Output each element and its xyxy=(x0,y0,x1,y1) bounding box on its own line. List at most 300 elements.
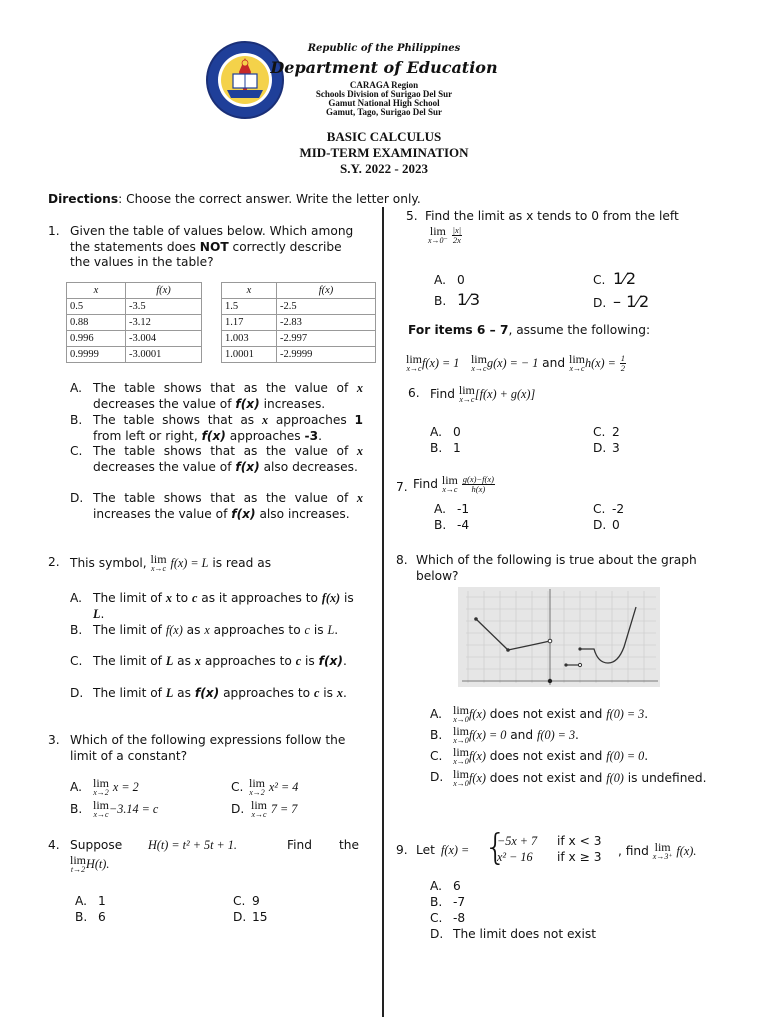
q5-fraction xyxy=(452,226,462,245)
q5-stem: Find the limit as x tends to 0 from the left xyxy=(425,209,679,223)
txt: . xyxy=(644,749,649,763)
q5-option-b-label: B. xyxy=(434,294,447,308)
q9-option-a-label: A. xyxy=(430,879,442,893)
q9-option-b-label: B. xyxy=(430,895,443,909)
table-cell: 1.17 xyxy=(222,315,277,331)
q6-option-d[interactable]: 3 xyxy=(612,441,620,455)
lim-symbol xyxy=(459,385,475,404)
lim-sub: x→0 xyxy=(453,779,469,788)
q1-stem-b: correctly describe the values in the table? xyxy=(70,239,342,270)
q7-option-b[interactable]: -4 xyxy=(457,518,470,532)
lim-symbol xyxy=(453,726,469,745)
q4-number: 4. xyxy=(48,838,60,852)
graph-point xyxy=(564,663,567,666)
txt: The table shows that as the value of xyxy=(93,491,357,505)
q3-option-a-label: A. xyxy=(70,780,82,794)
lim-symbol xyxy=(93,800,109,819)
q7-fraction xyxy=(462,475,495,494)
q1-option-c-label: C. xyxy=(70,444,83,458)
txt: The limit of xyxy=(93,654,166,668)
lim-symbol xyxy=(442,475,458,494)
txt: approaches xyxy=(268,413,355,427)
table-row xyxy=(222,347,376,363)
frac-den: h(x) xyxy=(471,484,486,494)
table-cell: 0.5 xyxy=(67,299,126,315)
lim-sub: x→2 xyxy=(249,788,265,797)
lim-sub: x→c xyxy=(406,364,422,373)
table-row xyxy=(67,347,202,363)
lim-word: lim xyxy=(458,383,475,397)
q6-option-d-label: D. xyxy=(593,441,607,455)
lim-word: lim xyxy=(453,724,470,738)
table-cell: -2.997 xyxy=(277,331,376,347)
lim-word: lim xyxy=(93,798,110,812)
q3-option-c-label: C. xyxy=(231,780,244,794)
m: x xyxy=(165,591,172,605)
q3-option-d[interactable] xyxy=(251,800,297,819)
txt: decreases the value of xyxy=(93,396,236,411)
lim-word: lim xyxy=(93,776,110,790)
q4-option-a-label: A. xyxy=(75,894,87,908)
q2-stem xyxy=(70,554,271,573)
math-fx: f(x) xyxy=(235,396,260,411)
q5-option-c-label: C. xyxy=(593,273,606,287)
txt: The limit of xyxy=(93,623,166,637)
exam-title: MID-TERM EXAMINATION xyxy=(299,145,469,160)
m: f(x) xyxy=(318,654,343,668)
m: c xyxy=(295,654,302,668)
lim-word: lim xyxy=(654,840,671,854)
q9-option-b[interactable]: -7 xyxy=(453,895,466,909)
m: x xyxy=(194,654,201,668)
txt: also decreases. xyxy=(259,459,358,474)
math-x: x xyxy=(356,491,363,505)
q3-option-a[interactable] xyxy=(93,778,139,797)
graph-origin-point xyxy=(548,679,552,683)
q7-option-d[interactable]: 0 xyxy=(612,518,620,532)
lim-word: lim xyxy=(453,745,470,759)
txt: The table shows that as the value of xyxy=(93,381,357,395)
q5-number: 5. xyxy=(406,209,418,223)
q9-cond2: if x ≥ 3 xyxy=(557,850,602,864)
txt: is undefined. xyxy=(623,771,707,785)
txt: approaches to xyxy=(200,654,296,668)
q4-option-b[interactable]: 6 xyxy=(98,910,106,924)
republic-line: Republic of the Philippines xyxy=(307,43,461,54)
table-row xyxy=(222,299,376,315)
items67-intro xyxy=(408,323,650,339)
table-cell: -2.83 xyxy=(277,315,376,331)
directions-text: : Choose the correct answer. Write the letter only. xyxy=(118,192,421,206)
table-cell: 0.9999 xyxy=(67,347,126,363)
table-cell: 1.003 xyxy=(222,331,277,347)
q2-option-b[interactable] xyxy=(93,623,363,639)
table-cell: 1.5 xyxy=(222,299,277,315)
graph-open-point xyxy=(578,663,581,666)
lim-symbol xyxy=(453,747,469,766)
q9-number: 9. xyxy=(396,843,408,857)
q6-option-c-label: C. xyxy=(593,425,606,439)
txt: decreases the value of xyxy=(93,459,236,474)
q8-option-a[interactable] xyxy=(453,705,648,724)
given-h: h(x) = xyxy=(585,356,616,370)
q4-stem-find: Find xyxy=(287,838,312,852)
txt: as xyxy=(182,623,205,637)
q5-option-d[interactable]: – 1⁄2 xyxy=(613,292,650,311)
txt: increases. xyxy=(259,396,326,411)
q6-number: 6. xyxy=(408,386,420,400)
q5-option-d-label: D. xyxy=(593,296,607,310)
m: f(0) = 0 xyxy=(606,749,645,763)
m: x xyxy=(204,623,210,637)
given-g: g(x) = − 1 xyxy=(486,356,539,370)
txt: Find xyxy=(413,477,438,491)
q7-option-b-label: B. xyxy=(434,518,447,532)
q1-values-table-right xyxy=(221,282,376,363)
q8-option-c-label: C. xyxy=(430,749,443,763)
m: L xyxy=(327,623,335,637)
q3-c-expr: x² = 4 xyxy=(268,780,299,794)
frac-num: g(x)−f(x) xyxy=(462,474,494,484)
lim-word: lim xyxy=(406,352,423,366)
math-fx: f(x) xyxy=(201,428,226,443)
txt: The limit of xyxy=(93,591,166,605)
txt: Find xyxy=(430,387,455,401)
q9-cond1: if x < 3 xyxy=(557,834,602,848)
txt: approaches to xyxy=(219,686,314,700)
table-cell: -3.5 xyxy=(126,299,202,315)
m: f(x) xyxy=(469,771,486,785)
txt: The table shows that as the value of xyxy=(93,444,357,458)
math-x: x xyxy=(356,444,363,458)
items67-intro-rest: , assume the following: xyxy=(508,323,651,337)
txt: increases the value of xyxy=(93,506,232,521)
q2-option-d-label: D. xyxy=(70,686,84,700)
math-x: x xyxy=(356,381,363,395)
txt: . xyxy=(644,707,649,721)
lim-sub: x→c xyxy=(471,364,487,373)
q6-option-c[interactable]: 2 xyxy=(612,425,620,439)
txt: as xyxy=(173,654,195,668)
m: f(0) xyxy=(606,771,624,785)
lim-sub: x→0 xyxy=(453,736,469,745)
q6-option-b-label: B. xyxy=(430,441,443,455)
table-cell: -3.0001 xyxy=(126,347,202,363)
lim-symbol xyxy=(249,778,265,797)
q2-math: f(x) = L xyxy=(170,556,209,570)
lim-word: lim xyxy=(70,853,87,867)
lim-symbol xyxy=(428,226,448,245)
m: c xyxy=(191,591,198,605)
txt: The limit of xyxy=(93,686,166,700)
q3-option-c[interactable] xyxy=(249,778,298,797)
table-header-x: x xyxy=(222,283,277,299)
q1-option-a-label: A. xyxy=(70,381,82,395)
q4-stem-a: Suppose xyxy=(70,838,123,852)
lim-symbol xyxy=(569,354,585,373)
q3-option-b-label: B. xyxy=(70,802,83,816)
lim-word: lim xyxy=(453,703,470,717)
m: c xyxy=(304,623,310,637)
m: L xyxy=(93,606,101,621)
q2-option-d[interactable] xyxy=(93,686,363,702)
graph-open-point xyxy=(548,639,552,643)
txt: The table shows that as xyxy=(93,413,262,427)
q4-stem-the: the xyxy=(339,838,360,852)
q3-number: 3. xyxy=(48,733,60,747)
txt: as it approaches to xyxy=(197,591,322,605)
lim-sub: x→c xyxy=(569,364,585,373)
m: f(x) xyxy=(194,686,220,700)
txt: also increases. xyxy=(255,506,350,521)
m: f(x) xyxy=(165,623,183,637)
q4-option-a[interactable]: 1 xyxy=(98,894,106,908)
m: c xyxy=(313,686,320,700)
lim-word: lim xyxy=(470,352,487,366)
q3-a-expr: x = 2 xyxy=(112,780,139,794)
q1-values-table-left xyxy=(66,282,202,363)
table-header-fx: f(x) xyxy=(277,283,376,299)
q8-option-b-label: B. xyxy=(430,728,443,742)
q8-number: 8. xyxy=(396,553,408,567)
lim-sub: x→0 xyxy=(453,715,469,724)
division-line: Schools Division of Surigao Del Sur xyxy=(315,89,453,99)
q4-stem-limit xyxy=(70,855,109,874)
q9-brace: { xyxy=(484,827,507,868)
q9-option-c-label: C. xyxy=(430,911,443,925)
q1-stem-not: NOT xyxy=(199,239,229,254)
frac-den: 2x xyxy=(452,235,461,245)
q8-option-b[interactable] xyxy=(453,726,579,745)
txt: This symbol, xyxy=(70,556,151,570)
table-cell: -2.9999 xyxy=(277,347,376,363)
lim-sub: x→c xyxy=(251,810,267,819)
txt: approaches to xyxy=(209,623,305,637)
table-row xyxy=(222,315,376,331)
lim-sub: x→c xyxy=(442,485,458,494)
school-year: S.Y. 2022 - 2023 xyxy=(339,161,428,176)
q1-option-d-label: D. xyxy=(70,491,84,505)
q8-option-d[interactable] xyxy=(453,768,713,789)
q3-d-expr: 7 = 7 xyxy=(270,802,298,816)
lim-symbol xyxy=(653,842,673,861)
lim-word: lim xyxy=(453,767,470,781)
q9-case1: −5x + 7 xyxy=(497,834,538,848)
q6-option-a-label: A. xyxy=(430,425,442,439)
m: L xyxy=(165,686,174,700)
table-cell: 1.0001 xyxy=(222,347,277,363)
lim-word: lim xyxy=(249,776,266,790)
directions-label: Directions xyxy=(48,192,119,206)
lim-symbol xyxy=(453,769,469,788)
items67-givens xyxy=(406,354,626,373)
txt: approaches xyxy=(225,428,305,443)
frac-num: 1 xyxy=(620,353,626,363)
lim-sub: x→2 xyxy=(93,788,109,797)
q3-option-d-label: D. xyxy=(231,802,245,816)
math-neg3: -3 xyxy=(304,428,319,443)
q1-option-d[interactable] xyxy=(93,491,363,522)
table-row xyxy=(67,331,202,347)
q1-number: 1. xyxy=(48,224,60,238)
m: f(0) = 3 xyxy=(537,728,576,742)
q9-option-d-label: D. xyxy=(430,927,444,941)
table-cell: -3.12 xyxy=(126,315,202,331)
lim-sub: x→0 xyxy=(453,757,469,766)
math-fx: f(x) xyxy=(235,459,260,474)
q4-stem-math: H(t) = t² + 5t + 1. xyxy=(148,838,237,852)
q9-option-d[interactable]: The limit does not exist xyxy=(453,927,596,941)
q8-option-a-label: A. xyxy=(430,707,442,721)
q4-option-b-label: B. xyxy=(75,910,88,924)
txt: . xyxy=(342,686,347,700)
txt: is xyxy=(301,654,319,668)
lim-word: lim xyxy=(150,552,167,566)
lim-sub: t→2 xyxy=(70,865,86,874)
q6-option-a[interactable]: 0 xyxy=(453,425,461,439)
table-row xyxy=(67,315,202,331)
q6-option-b[interactable]: 1 xyxy=(453,441,461,455)
txt: from left or right, xyxy=(93,428,202,443)
m: f(x) = 0 xyxy=(469,728,507,742)
math-x: x xyxy=(261,413,269,427)
q3-stem: Which of the following expressions follow the limit of a constant? xyxy=(70,733,346,763)
q5-option-c[interactable]: 1⁄2 xyxy=(613,269,637,288)
q9-option-a[interactable]: 6 xyxy=(453,879,461,893)
table-header-x: x xyxy=(67,283,126,299)
txt: . xyxy=(342,654,347,668)
txt: does not exist and xyxy=(485,707,607,721)
q4-hlim: H(t). xyxy=(86,857,110,871)
lim-word: lim xyxy=(568,352,585,366)
q2-option-b-label: B. xyxy=(70,623,83,637)
frac-num: |x| xyxy=(452,225,462,235)
m: L xyxy=(165,654,174,668)
table-header-fx: f(x) xyxy=(126,283,202,299)
m: f(x) xyxy=(469,749,486,763)
q4-option-d[interactable]: 15 xyxy=(252,910,268,924)
q5-limit-expr xyxy=(428,226,462,245)
m: f(x) xyxy=(469,707,486,721)
given-f: f(x) = 1 xyxy=(422,356,460,370)
graph-point xyxy=(578,647,581,650)
q5-option-a-label: A. xyxy=(434,273,446,287)
lim-sub: x→c xyxy=(459,395,475,404)
given-h-fraction xyxy=(620,354,626,373)
graph-background xyxy=(458,587,660,687)
q1-option-b-label: B. xyxy=(70,413,83,427)
txt: . xyxy=(318,428,322,443)
lim-symbol xyxy=(93,778,109,797)
q8-option-d-label: D. xyxy=(430,770,444,784)
m: f(0) = 3 xyxy=(606,707,645,721)
q1-stem-a: Given the table of values below. Which among the statements does xyxy=(70,224,354,254)
q9-case2: x² − 16 xyxy=(497,850,533,864)
q6-math: [f(x) + g(x)] xyxy=(474,387,536,401)
q2-option-a-label: A. xyxy=(70,591,82,605)
q2-number: 2. xyxy=(48,555,60,569)
lim-word: lim xyxy=(441,473,458,487)
txt: is read as xyxy=(208,556,272,570)
table-cell: -3.004 xyxy=(126,331,202,347)
txt: is xyxy=(309,623,328,637)
table-cell: -2.5 xyxy=(277,299,376,315)
q7-option-c[interactable]: -2 xyxy=(612,502,625,516)
q5-option-a[interactable]: 0 xyxy=(457,273,465,287)
q9-fx: f(x) = xyxy=(441,843,470,857)
q9-fx-end: f(x). xyxy=(676,844,697,858)
txt: as xyxy=(173,686,195,700)
q3-option-b[interactable] xyxy=(93,800,158,819)
q1-option-b[interactable] xyxy=(93,413,363,444)
q9-stem-find xyxy=(618,842,696,861)
school-line: Gamut National High School xyxy=(328,98,440,108)
lim-symbol xyxy=(406,354,422,373)
graph-point xyxy=(506,648,510,652)
q7-option-a-label: A. xyxy=(434,502,446,516)
lim-word: lim xyxy=(251,798,268,812)
txt: is xyxy=(319,686,337,700)
q7-option-a[interactable]: -1 xyxy=(457,502,470,516)
txt: . xyxy=(334,623,339,637)
math-one: 1 xyxy=(354,413,363,427)
q7-option-d-label: D. xyxy=(593,518,607,532)
q2-option-c[interactable] xyxy=(93,654,363,670)
txt: is xyxy=(340,591,354,605)
q7-stem xyxy=(413,475,495,494)
q4-option-c[interactable]: 9 xyxy=(252,894,260,908)
q2-option-a[interactable] xyxy=(93,591,363,622)
lim-symbol xyxy=(471,354,487,373)
txt: does not exist and xyxy=(485,771,607,785)
txt: . xyxy=(100,606,105,621)
q6-stem xyxy=(430,385,535,404)
q1-option-a[interactable] xyxy=(93,381,363,412)
lim-sub: x→c xyxy=(93,810,109,819)
txt: to xyxy=(171,591,192,605)
address-line: Gamut, Tago, Surigao Del Sur xyxy=(325,107,443,117)
q4-option-c-label: C. xyxy=(233,894,246,908)
q4-option-d-label: D. xyxy=(233,910,247,924)
q1-option-c[interactable] xyxy=(93,444,363,475)
lim-symbol: lim x→c xyxy=(150,552,167,573)
q8-option-c[interactable] xyxy=(453,747,648,766)
directions xyxy=(48,192,421,208)
q9-stem-let: Let xyxy=(416,843,435,857)
q5-option-b[interactable]: 1⁄3 xyxy=(457,290,481,309)
m: x xyxy=(336,686,343,700)
q8-graph-svg xyxy=(458,587,660,687)
q2-option-c-label: C. xyxy=(70,654,83,668)
txt: and xyxy=(506,728,538,742)
lim-symbol xyxy=(251,800,267,819)
subject-title: BASIC CALCULUS xyxy=(326,129,442,144)
lim-symbol xyxy=(70,855,86,874)
lim-sub: x→3⁺ xyxy=(652,852,673,861)
frac-den: 2 xyxy=(620,363,626,373)
given-and: and xyxy=(542,356,566,370)
q7-option-c-label: C. xyxy=(593,502,606,516)
department-title: Department of Education xyxy=(270,58,498,77)
q9-option-c[interactable]: -8 xyxy=(453,911,466,925)
column-divider xyxy=(382,207,384,1017)
items67-intro-bold: For items 6 – 7 xyxy=(408,323,509,337)
math-fx: f(x) xyxy=(231,506,256,521)
table-row xyxy=(222,331,376,347)
txt: , find xyxy=(618,844,649,858)
txt: . xyxy=(575,728,579,742)
graph-point xyxy=(474,617,478,621)
